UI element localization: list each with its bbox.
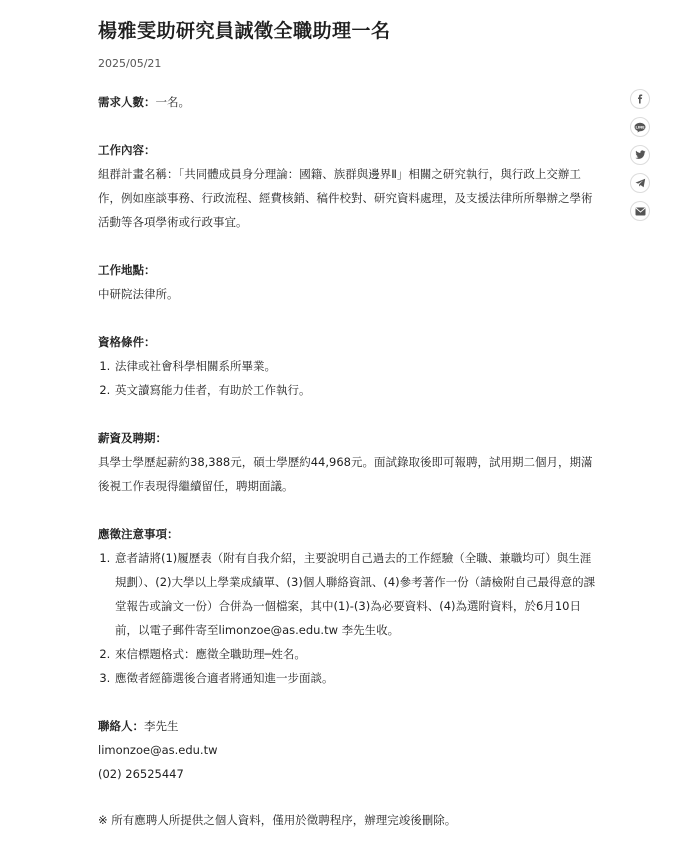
section-content <box>98 138 598 234</box>
list-item: 2. 英文讀寫能力佳者，有助於工作執行。 <box>114 378 598 402</box>
qualifications-list <box>98 354 598 402</box>
needs-value: 一名。 <box>155 95 190 109</box>
notes-label: 應徵注意事項： <box>98 527 179 541</box>
section-contact <box>98 714 598 786</box>
list-item: 2. 來信標題格式：應徵全職助理─姓名。 <box>114 642 598 666</box>
twitter-icon[interactable] <box>630 145 650 165</box>
list-item: 1. 意者請將(1)履歷表（附有自我介紹，主要說明自己過去的工作經驗（全職、兼職均可）與生涯規劃）、(2)大學以上學業成績單、(3)個人聯絡資訊、(4)參考著作一份（請檢附自己最得意的課堂報告或論文一份）合併為一個檔案，其中(1)-(3)為必要資料、(4)為選附資料，於6月10日前，以電子郵件寄至limonzoe@as.edu.tw 李先生收。 <box>114 546 598 642</box>
telegram-icon[interactable] <box>630 173 650 193</box>
location-label: 工作地點： <box>98 263 156 277</box>
list-item: 3. 應徵者經篩選後合適者將通知進一步面談。 <box>114 666 598 690</box>
section-notes <box>98 522 598 690</box>
section-salary <box>98 426 598 498</box>
section-qualifications <box>98 330 598 402</box>
content-text: 組群計畫名稱：「共同體成員身分理論：國籍、族群與邊界Ⅱ」相關之研究執行，與行政上交辦工作，例如座談事務、行政流程、經費核銷、稿件校對、研究資料處理，及支援法律所所舉辦之學術活動等各項學術或行政事宜。 <box>98 167 593 229</box>
needs-label: 需求人數： <box>98 95 156 109</box>
email-icon[interactable] <box>630 201 650 221</box>
contact-name: 李先生 <box>144 719 179 733</box>
line-icon[interactable] <box>630 117 650 137</box>
salary-label: 薪資及聘期： <box>98 431 167 445</box>
contact-email: limonzoe@as.edu.tw <box>98 743 218 757</box>
share-bar <box>630 89 650 229</box>
qualifications-label: 資格條件： <box>98 335 156 349</box>
contact-label: 聯絡人： <box>98 719 144 733</box>
salary-text: 具學士學歷起薪約38,388元，碩士學歷約44,968元。面試錄取後即可報聘，試用期二個月，期滿後視工作表現得繼續留任，聘期面議。 <box>98 455 593 493</box>
list-item: 1. 法律或社會科學相關系所畢業。 <box>114 354 598 378</box>
section-location <box>98 258 598 306</box>
privacy-note: ※ 所有應聘人所提供之個人資料，僅用於徵聘程序，辦理完竣後刪除。 <box>98 813 457 827</box>
facebook-icon[interactable] <box>630 89 650 109</box>
section-needs <box>98 90 598 114</box>
svg-text:LINE: LINE <box>635 125 645 130</box>
location-value: 中研院法律所。 <box>98 287 179 301</box>
article <box>98 18 598 832</box>
page-title: 楊雅雯助研究員誠徵全職助理一名 <box>98 20 391 42</box>
contact-phone: (02) 26525447 <box>98 767 184 781</box>
content-label: 工作內容： <box>98 143 156 157</box>
notes-list <box>98 546 598 690</box>
post-date: 2025/05/21 <box>98 57 162 70</box>
